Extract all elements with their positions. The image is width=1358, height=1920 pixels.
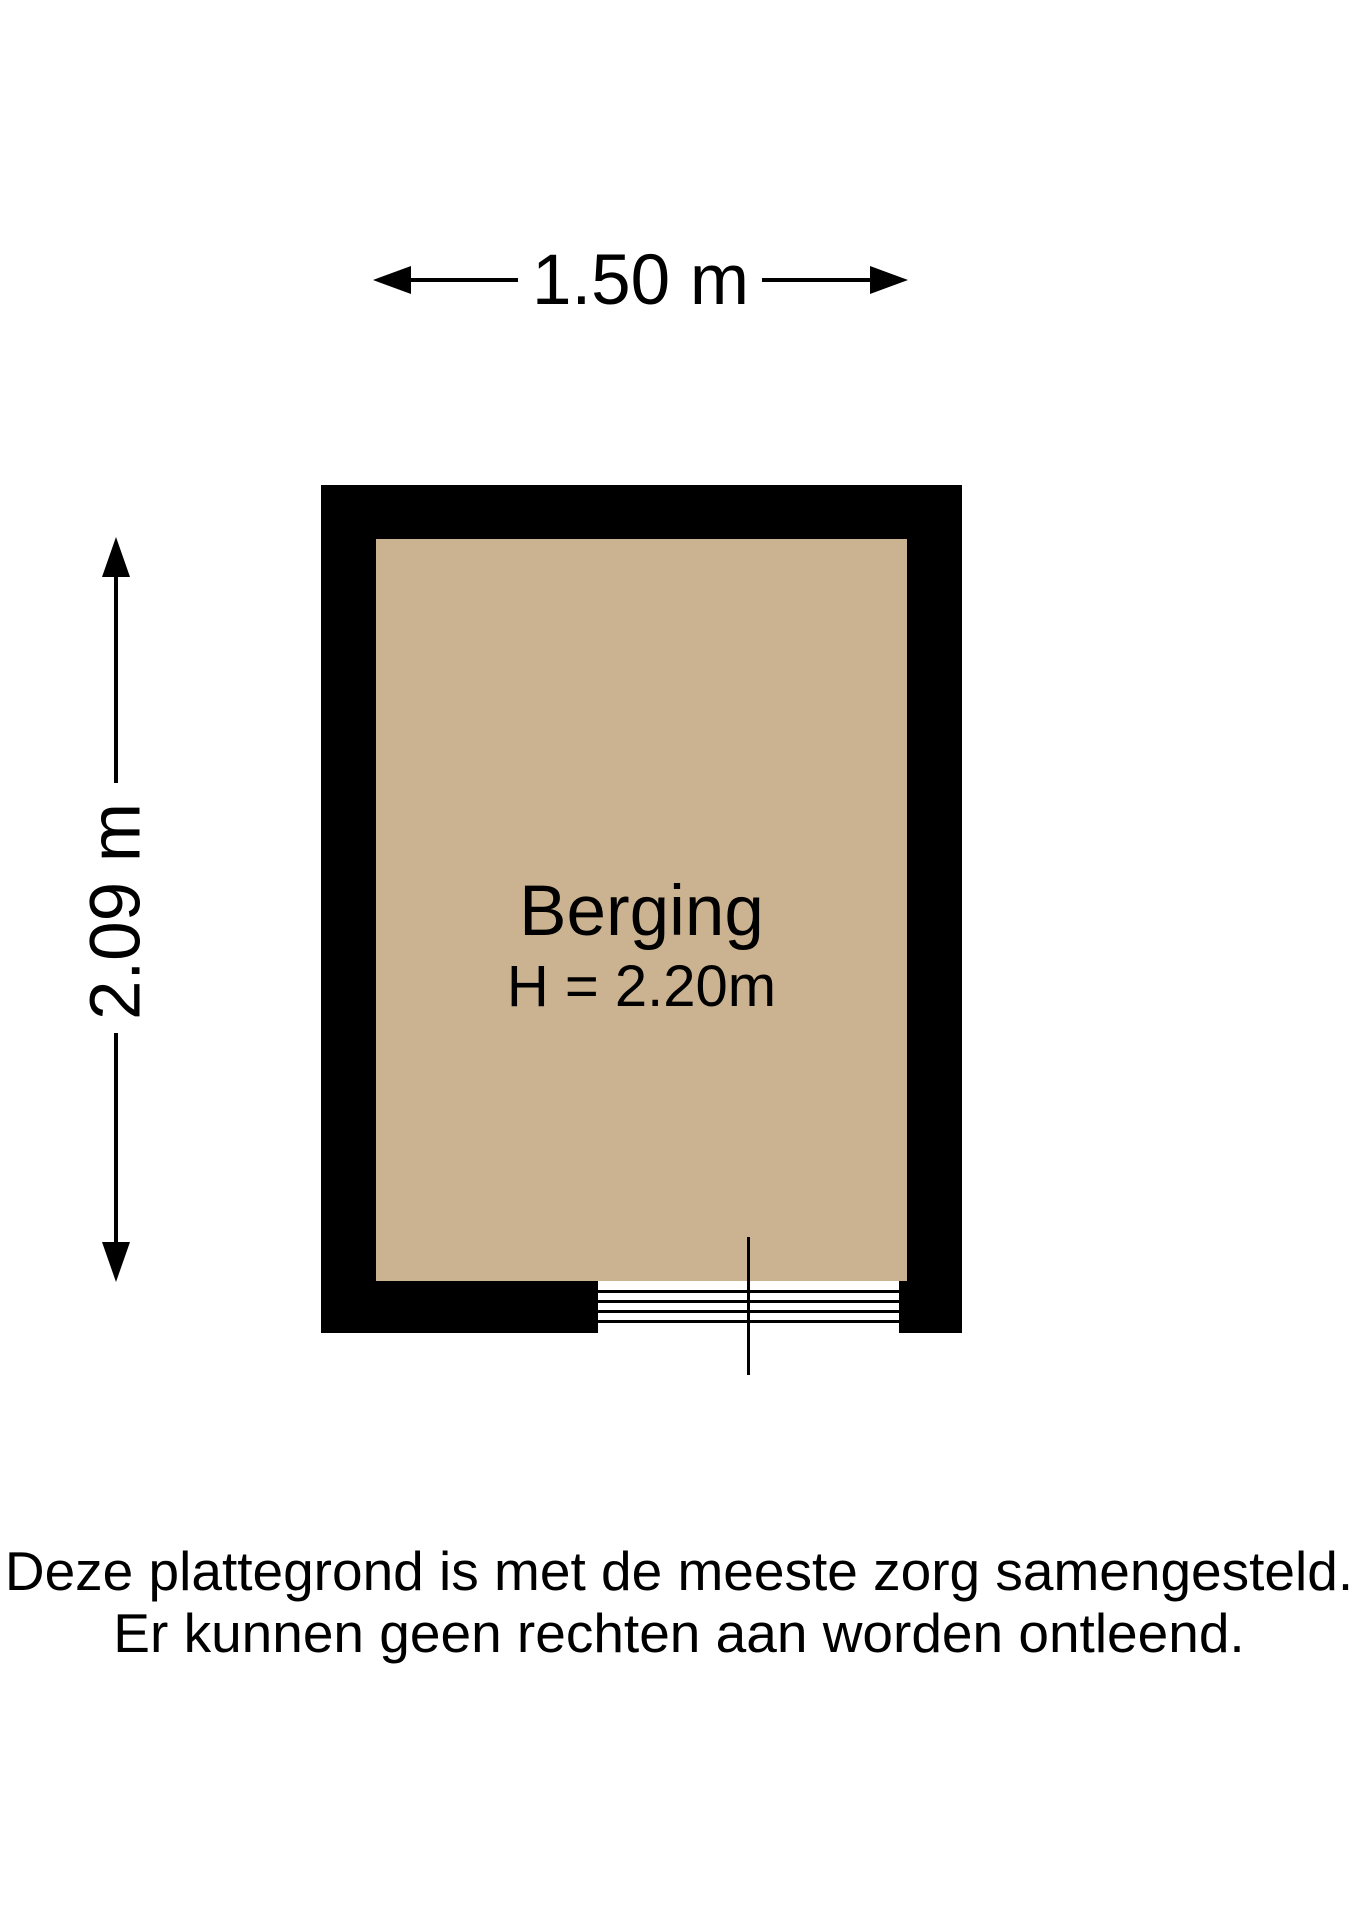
width-dimension-label: 1.50 m (531, 241, 750, 320)
disclaimer-line-1: Deze plattegrond is met de meeste zorg samengesteld. (4, 1540, 1354, 1602)
arrow-right-icon (870, 266, 908, 294)
arrow-down-icon (102, 1242, 130, 1282)
arrow-up-icon (102, 537, 130, 577)
room-name-label: Berging (519, 872, 764, 951)
height-dimension-line-bottom (114, 1033, 118, 1244)
ceiling-height-label: H = 2.20m (506, 954, 777, 1019)
height-dimension-label: 2.09 m (76, 802, 156, 1021)
disclaimer (0, 1540, 1358, 1664)
disclaimer-line-2: Er kunnen geen rechten aan worden ontleend. (113, 1602, 1245, 1664)
door-line (747, 1237, 750, 1375)
width-dimension-line-right (762, 278, 871, 282)
